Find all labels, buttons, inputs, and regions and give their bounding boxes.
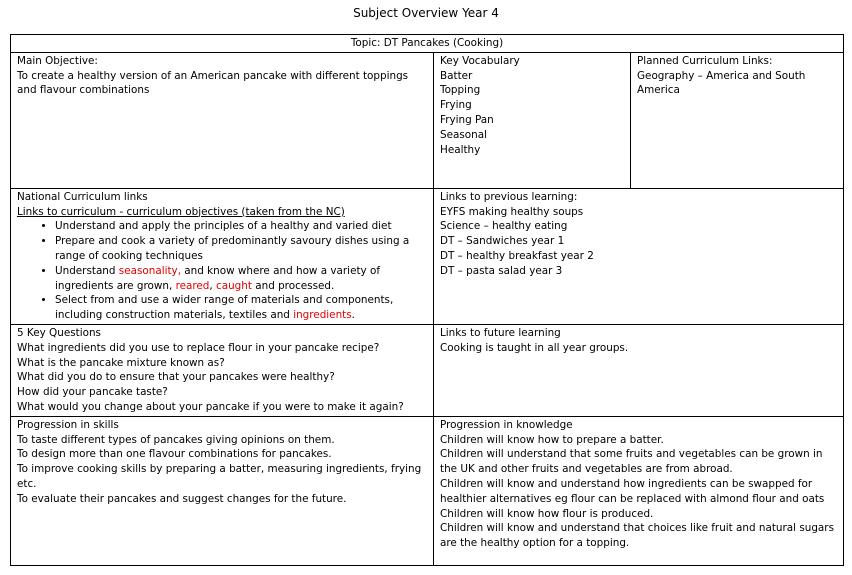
progression-row xyxy=(11,416,844,565)
knowledge-heading: Progression in knowledge xyxy=(440,418,573,431)
previous-learning-item: DT – pasta salad year 3 xyxy=(440,264,563,277)
topic-row xyxy=(11,35,844,53)
future-learning-text: Cooking is taught in all year groups. xyxy=(440,341,629,354)
knowledge-item: Children will know and understand how ingredients can be swapped for healthier alternatives eg flour can be replaced with almond flour and oats xyxy=(440,477,825,505)
vocab-item: Healthy xyxy=(440,143,481,156)
knowledge-item: Children will understand that some fruits and vegetables can be grown in the UK and other fruits and vegetables are from abroad. xyxy=(440,448,823,476)
skill-item: To taste different types of pancakes giving opinions on them. xyxy=(17,433,335,446)
key-questions-heading: 5 Key Questions xyxy=(17,326,101,339)
text-segment: , xyxy=(209,279,217,292)
text-segment: . xyxy=(351,309,355,322)
skill-item: To design more than one flavour combinations for pancakes. xyxy=(17,448,332,461)
list-item xyxy=(55,293,427,323)
key-questions-cell xyxy=(11,324,434,416)
highlight-ingredients: ingredients xyxy=(293,309,352,322)
document-title: Subject Overview Year 4 xyxy=(353,6,499,20)
knowledge-item: Children will know how flour is produced. xyxy=(440,507,654,520)
vocab-item: Frying xyxy=(440,99,472,112)
highlight-reared: reared xyxy=(175,279,210,292)
skills-cell xyxy=(11,416,434,565)
vocab-item: Topping xyxy=(440,84,481,97)
previous-learning-cell xyxy=(434,188,844,324)
key-question: What ingredients did you use to replace flour in your pancake recipe? xyxy=(17,341,380,354)
planned-links-heading: Planned Curriculum Links: xyxy=(637,54,773,67)
curriculum-row xyxy=(11,188,844,324)
national-curriculum-heading: National Curriculum links xyxy=(17,190,148,203)
curriculum-objectives-list xyxy=(17,219,427,323)
key-question: What did you do to ensure that your pancakes were healthy? xyxy=(17,371,335,384)
knowledge-cell xyxy=(434,416,844,565)
previous-learning-item: DT – Sandwiches year 1 xyxy=(440,235,565,248)
vocab-item: Batter xyxy=(440,69,473,82)
text-segment: and know where and how a variety of ingredients are grown, xyxy=(55,264,381,292)
national-curriculum-cell xyxy=(11,188,434,324)
previous-learning-item: DT – healthy breakfast year 2 xyxy=(440,249,594,262)
previous-learning-item: Science – healthy eating xyxy=(440,220,568,233)
overview-table xyxy=(10,34,844,566)
topic-cell: Topic: DT Pancakes (Cooking) xyxy=(11,35,844,53)
text-segment: Understand xyxy=(55,264,119,277)
list-item: • Prepare and cook a variety of predominantly savoury dishes using a range of cooking techniques xyxy=(55,234,427,264)
text-segment: and processed. xyxy=(251,279,335,292)
knowledge-item: Children will know and understand that choices like fruit and natural sugars are the healthy option for a topping. xyxy=(440,522,834,550)
main-objective-text: To create a healthy version of an American pancake with different toppings and flavour combinations xyxy=(17,69,409,97)
key-vocabulary-cell xyxy=(434,52,631,188)
planned-links-cell xyxy=(631,52,844,188)
previous-learning-heading: Links to previous learning: xyxy=(440,190,578,203)
knowledge-item: Children will know how to prepare a batter. xyxy=(440,433,664,446)
vocab-item: Seasonal xyxy=(440,128,487,141)
main-objective-cell xyxy=(11,52,434,188)
list-item: • Understand and apply the principles of a healthy and varied diet xyxy=(55,219,427,234)
curriculum-objectives-subheading: Links to curriculum - curriculum objectives (taken from the NC) xyxy=(17,205,345,218)
skill-item: To evaluate their pancakes and suggest changes for the future. xyxy=(17,492,347,505)
questions-row xyxy=(11,324,844,416)
skills-heading: Progression in skills xyxy=(17,418,119,431)
key-question: What would you change about your pancake if you were to make it again? xyxy=(17,400,404,413)
future-learning-cell xyxy=(434,324,844,416)
vocab-item: Frying Pan xyxy=(440,113,494,126)
text-segment: Select from and use a wider range of materials and components, including construction materials, textiles and xyxy=(55,294,394,322)
planned-links-text: Geography – America and South America xyxy=(637,69,806,97)
key-vocabulary-heading: Key Vocabulary xyxy=(440,54,520,67)
list-item xyxy=(55,264,427,294)
highlight-seasonality: seasonality, xyxy=(118,264,181,277)
objectives-row xyxy=(11,52,844,188)
key-question: How did your pancake taste? xyxy=(17,386,168,399)
previous-learning-item: EYFS making healthy soups xyxy=(440,205,584,218)
key-question: What is the pancake mixture known as? xyxy=(17,356,225,369)
main-objective-heading: Main Objective: xyxy=(17,54,98,67)
highlight-caught: caught xyxy=(216,279,252,292)
future-learning-heading: Links to future learning xyxy=(440,326,561,339)
skill-item: To improve cooking skills by preparing a batter, measuring ingredients, frying etc. xyxy=(17,463,422,490)
